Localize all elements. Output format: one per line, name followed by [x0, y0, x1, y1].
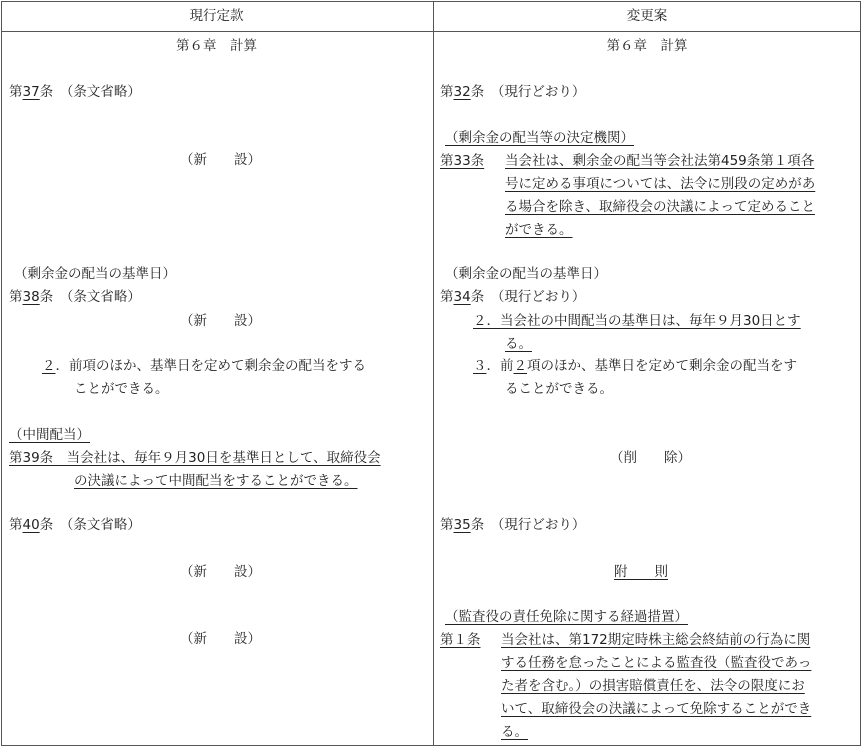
article-33-line-1: 当会社は、剰余金の配当等会社法第459条第１項各 — [505, 153, 815, 169]
item-text: ．前項のほか、基準日を定めて剰余金の配当をする — [55, 358, 366, 374]
article-suffix: 条 （現行どおり） — [470, 289, 586, 305]
article-suffix: 条 （条文省略） — [39, 289, 141, 305]
article-39-line-1: 第39条 当会社は、毎年９月30日を基準日として、取締役会 — [9, 450, 381, 466]
article-39-caption: （中間配当） — [9, 427, 90, 443]
article-number: 34 — [453, 289, 471, 305]
article-33-line-3: る場合を除き、取締役会の決議によって定めること — [505, 199, 815, 215]
article-prefix: 第 — [440, 289, 454, 305]
article-32 — [440, 83, 585, 101]
item-text: 項のほか、基準日を定めて剰余金の配当をす — [527, 358, 797, 374]
article-prefix: 第 — [9, 289, 23, 305]
item-number: ２ — [473, 313, 487, 329]
item-number: ２ — [42, 358, 56, 374]
item-reference-number: ２ — [513, 358, 527, 374]
article-prefix: 第 — [440, 517, 454, 533]
supplementary-article-label: 第１条 — [440, 632, 481, 648]
new-placeholder: （新 設） — [180, 631, 261, 647]
deleted-placeholder: （削 除） — [610, 450, 691, 466]
article-37 — [9, 83, 141, 101]
article-prefix: 第 — [9, 517, 23, 533]
article-suffix: 条 （条文省略） — [39, 517, 141, 533]
article-number: 32 — [453, 84, 471, 100]
article-34 — [440, 288, 585, 306]
supplementary-line-5: る。 — [501, 724, 528, 740]
article-number: 38 — [22, 289, 40, 305]
item-text: 当会社の中間配当の基準日は、毎年９月30日とす — [500, 313, 801, 329]
article-33-line-4: ができる。 — [505, 222, 573, 238]
article-35 — [440, 516, 585, 534]
article-number: 37 — [22, 84, 40, 100]
item-text-prefix: 前 — [500, 358, 514, 374]
article-38 — [9, 288, 141, 306]
article-34-item-3-cont: ることができる。 — [505, 381, 613, 397]
header-current-articles: 現行定款 — [189, 8, 244, 24]
article-prefix: 第 — [440, 84, 454, 100]
supplementary-line-1: 当会社は、第172期定時株主総会終結前の行為に関 — [501, 632, 811, 648]
article-suffix: 条 （現行どおり） — [470, 84, 586, 100]
article-40 — [9, 516, 141, 534]
article-38-item-2 — [42, 357, 366, 375]
chapter-title-left: 第６章 計算 — [176, 38, 257, 54]
article-33-label: 第33条 — [440, 153, 485, 169]
article-34-item-2-cont: る。 — [505, 336, 532, 352]
article-34-item-2: ２．当会社の中間配当の基準日は、毎年９月30日とす — [473, 313, 801, 329]
article-39-line-2: の決議によって中間配当をすることができる。 — [74, 473, 358, 489]
supplementary-line-2: する任務を怠ったことによる監査役（監査役であっ — [501, 655, 812, 671]
item-number: ３ — [473, 358, 487, 374]
article-38-caption: （剰余金の配当の基準日） — [14, 266, 176, 282]
supplementary-line-4: いて、取締役会の決議によって免除することができ — [501, 701, 812, 717]
supplementary-provisions-title: 附 則 — [614, 564, 668, 580]
article-34-caption: （剰余金の配当の基準日） — [445, 266, 607, 282]
column-divider — [433, 2, 434, 745]
new-placeholder: （新 設） — [180, 564, 261, 580]
new-placeholder: （新 設） — [180, 152, 261, 168]
article-number: 40 — [22, 517, 40, 533]
supplementary-line-3: た者を含む。）の損害賠償責任を、法令の限度にお — [501, 678, 805, 694]
supplementary-caption: （監査役の責任免除に関する経過措置） — [445, 609, 688, 625]
header-proposed-changes: 変更案 — [626, 8, 668, 24]
article-33-caption: （剰余金の配当等の決定機関） — [445, 130, 634, 146]
article-33-line-2: 号に定める事項については、法令に別段の定めがあ — [505, 176, 816, 192]
article-34-item-3: ３．前２項のほか、基準日を定めて剰余金の配当をす — [473, 358, 797, 374]
new-placeholder: （新 設） — [180, 313, 261, 329]
header-divider — [2, 31, 860, 32]
article-suffix: 条 （現行どおり） — [470, 517, 586, 533]
chapter-title-right: 第６章 計算 — [606, 38, 688, 54]
article-number: 35 — [453, 517, 471, 533]
article-38-item-2-cont: ことができる。 — [74, 381, 169, 397]
article-suffix: 条 （条文省略） — [39, 84, 141, 100]
article-prefix: 第 — [9, 84, 23, 100]
